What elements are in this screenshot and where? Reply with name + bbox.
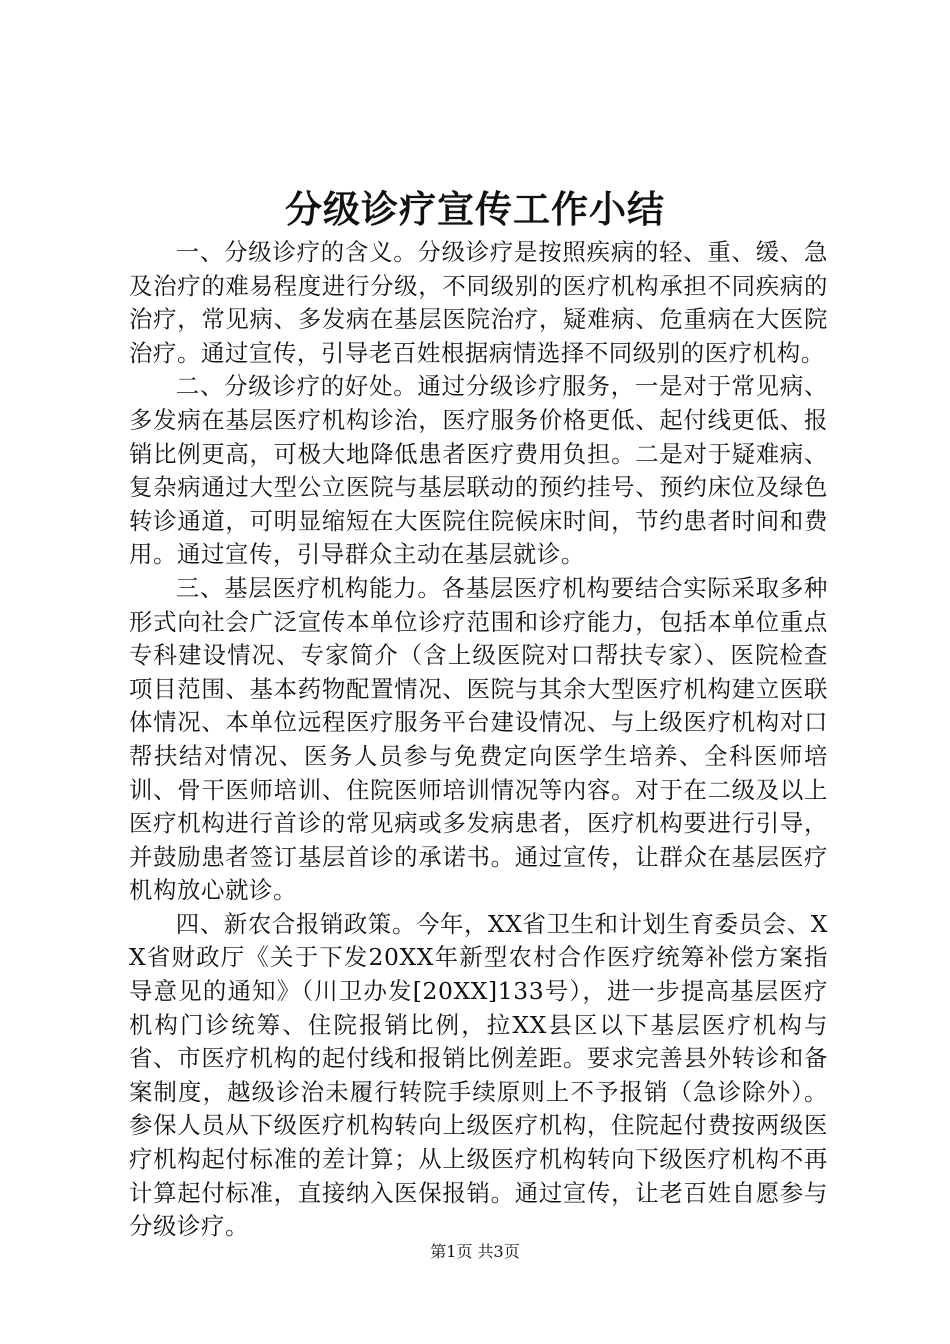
document-body	[129, 236, 828, 1244]
paragraph-reimbursement-policy: 四、新农合报销政策。今年，XX省卫生和计划生育委员会、XX省财政厅《关于下发20XX年新型农村合作医疗统筹补偿方案指导意见的通知》（川卫办发[20XX]133号），进一步提高基层医疗机构门诊统筹、住院报销比例，拉XX县区以下基层医疗机构与省、市医疗机构的起付线和报销比例差距。要求完善县外转诊和备案制度，越级诊治未履行转院手续原则上不予报销（急诊除外）。参保人员从下级医疗机构转向上级医疗机构，住院起付费按两级医疗机构起付标准的差计算；从上级医疗机构转向下级医疗机构不再计算起付标准，直接纳入医保报销。通过宣传，让老百姓自愿参与分级诊疗。	[129, 909, 828, 1241]
paragraph-capacity: 三、基层医疗机构能力。各基层医疗机构要结合实际采取多种形式向社会广泛宣传本单位诊疗范围和诊疗能力，包括本单位重点专科建设情况、专家简介（含上级医院对口帮扶专家）、医院检查项目范围、基本药物配置情况、医院与其余大型医疗机构建立医联体情况、本单位远程医疗服务平台建设情况、与上级医疗机构对口帮扶结对情况、医务人员参与免费定向医学生培养、全科医师培训、骨干医师培训、住院医师培训情况等内容。对于在二级及以上医疗机构进行首诊的常见病或多发病患者，医疗机构要进行引导，并鼓励患者签订基层首诊的承诺书。通过宣传，让群众在基层医疗机构放心就诊。	[129, 573, 828, 905]
paragraph-benefits: 二、分级诊疗的好处。通过分级诊疗服务，一是对于常见病、多发病在基层医疗机构诊治，医疗服务价格更低、起付线更低、报销比例更高，可极大地降低患者医疗费用负担。二是对于疑难病、复杂病通过大型公立医院与基层联动的预约挂号、预约床位及绿色转诊通道，可明显缩短在大医院住院候床时间，节约患者时间和费用。通过宣传，引导群众主动在基层就诊。	[129, 372, 828, 569]
page-number-footer: 第1页 共3页	[430, 1242, 520, 1261]
paragraph-meaning: 一、分级诊疗的含义。分级诊疗是按照疾病的轻、重、缓、急及治疗的难易程度进行分级，不同级别的医疗机构承担不同疾病的治疗，常见病、多发病在基层医院治疗，疑难病、危重病在大医院治疗。通过宣传，引导老百姓根据病情选择不同级别的医疗机构。	[129, 238, 828, 367]
document-title: 分级诊疗宣传工作小结	[285, 187, 665, 231]
